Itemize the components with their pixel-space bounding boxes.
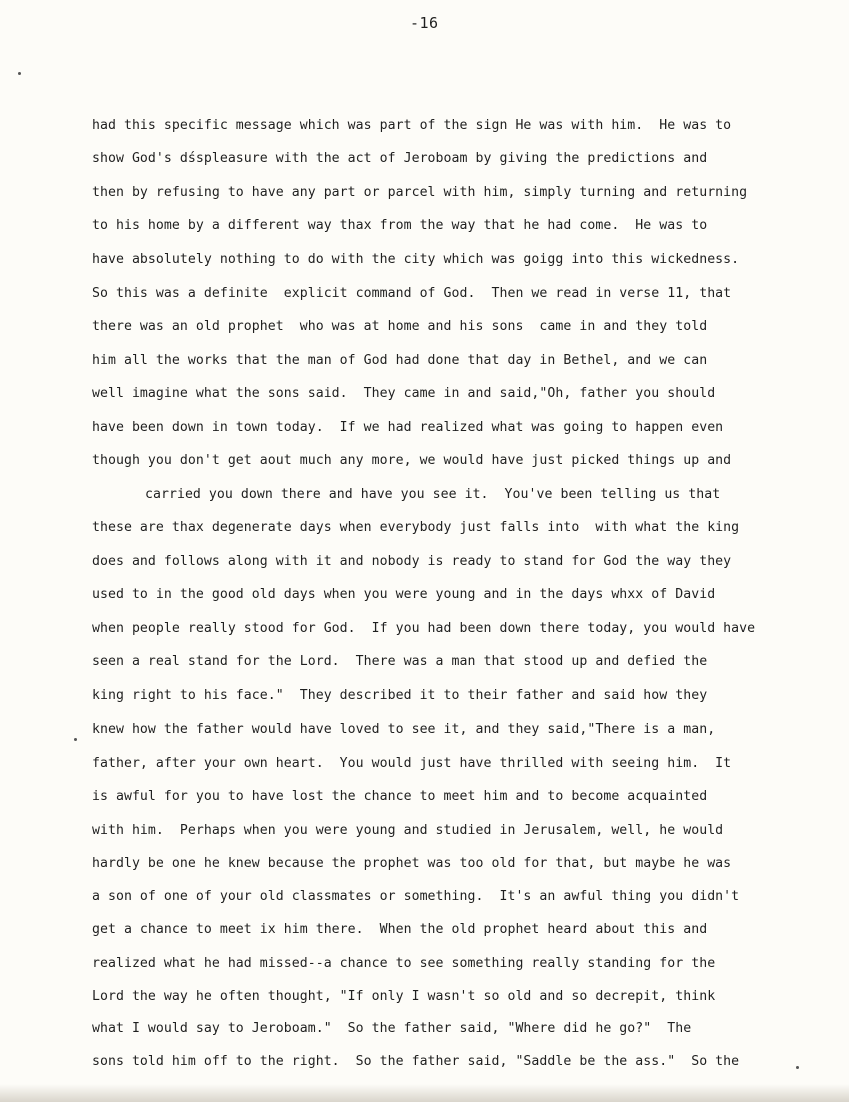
text-line: though you don't get aout much any more, we would have just picked things up and bbox=[92, 453, 732, 468]
paper-speck bbox=[18, 72, 21, 75]
text-line: So this was a definite explicit command of God. Then we read in verse 11, that bbox=[92, 286, 732, 301]
text-line: seen a real stand for the Lord. There was a man that stood up and defied the bbox=[92, 654, 708, 669]
text-line: sons told him off to the right. So the father said, "Saddle be the ass." So the bbox=[92, 1054, 740, 1069]
text-line: there was an old prophet who was at home and his sons came in and they told bbox=[92, 319, 708, 334]
text-line: hardly be one he knew because the prophet was too old for that, but maybe he was bbox=[92, 856, 732, 871]
text-line: these are thax degenerate days when everybody just falls into with what the king bbox=[92, 520, 740, 535]
text-line: have been down in town today. If we had realized what was going to happen even bbox=[92, 420, 724, 435]
text-line: Lord the way he often thought, "If only I wasn't so old and so decrepit, think bbox=[92, 989, 716, 1004]
text-line: then by refusing to have any part or parcel with him, simply turning and returning bbox=[92, 185, 748, 200]
text-line: a son of one of your old classmates or something. It's an awful thing you didn't bbox=[92, 889, 740, 904]
text-line: well imagine what the sons said. They came in and said,"Oh, father you should bbox=[92, 386, 716, 401]
text-line: realized what he had missed--a chance to see something really standing for the bbox=[92, 956, 716, 971]
text-line: have absolutely nothing to do with the city which was goigg into this wickedness. bbox=[92, 252, 740, 267]
paper-speck bbox=[796, 1066, 799, 1069]
text-line: father, after your own heart. You would just have thrilled with seeing him. It bbox=[92, 756, 732, 771]
text-line: to his home by a different way thax from the way that he had come. He was to bbox=[92, 218, 708, 233]
text-line: what I would say to Jeroboam." So the father said, "Where did he go?" The bbox=[92, 1021, 692, 1036]
text-line: does and follows along with it and nobody is ready to stand for God the way they bbox=[92, 554, 732, 569]
text-line: him all the works that the man of God had done that day in Bethel, and we can bbox=[92, 353, 708, 368]
text-line: carried you down there and have you see it. You've been telling us that bbox=[145, 487, 721, 502]
text-line: get a chance to meet ix him there. When the old prophet heard about this and bbox=[92, 922, 708, 937]
text-line: king right to his face." They described it to their father and said how they bbox=[92, 688, 708, 703]
paper-speck bbox=[74, 738, 77, 741]
page-number: -16 bbox=[410, 14, 439, 32]
paper-edge-shadow bbox=[0, 1084, 849, 1102]
text-line: used to in the good old days when you were young and in the days whxx of David bbox=[92, 587, 716, 602]
text-line: with him. Perhaps when you were young and studied in Jerusalem, well, he would bbox=[92, 823, 724, 838]
text-line: show God's dśspleasure with the act of Jeroboam by giving the predictions and bbox=[92, 151, 708, 166]
text-line: when people really stood for God. If you had been down there today, you would have bbox=[92, 621, 756, 636]
text-line: had this specific message which was part of the sign He was with him. He was to bbox=[92, 118, 732, 133]
text-line: knew how the father would have loved to see it, and they said,"There is a man, bbox=[92, 722, 716, 737]
text-line: is awful for you to have lost the chance to meet him and to become acquainted bbox=[92, 789, 708, 804]
